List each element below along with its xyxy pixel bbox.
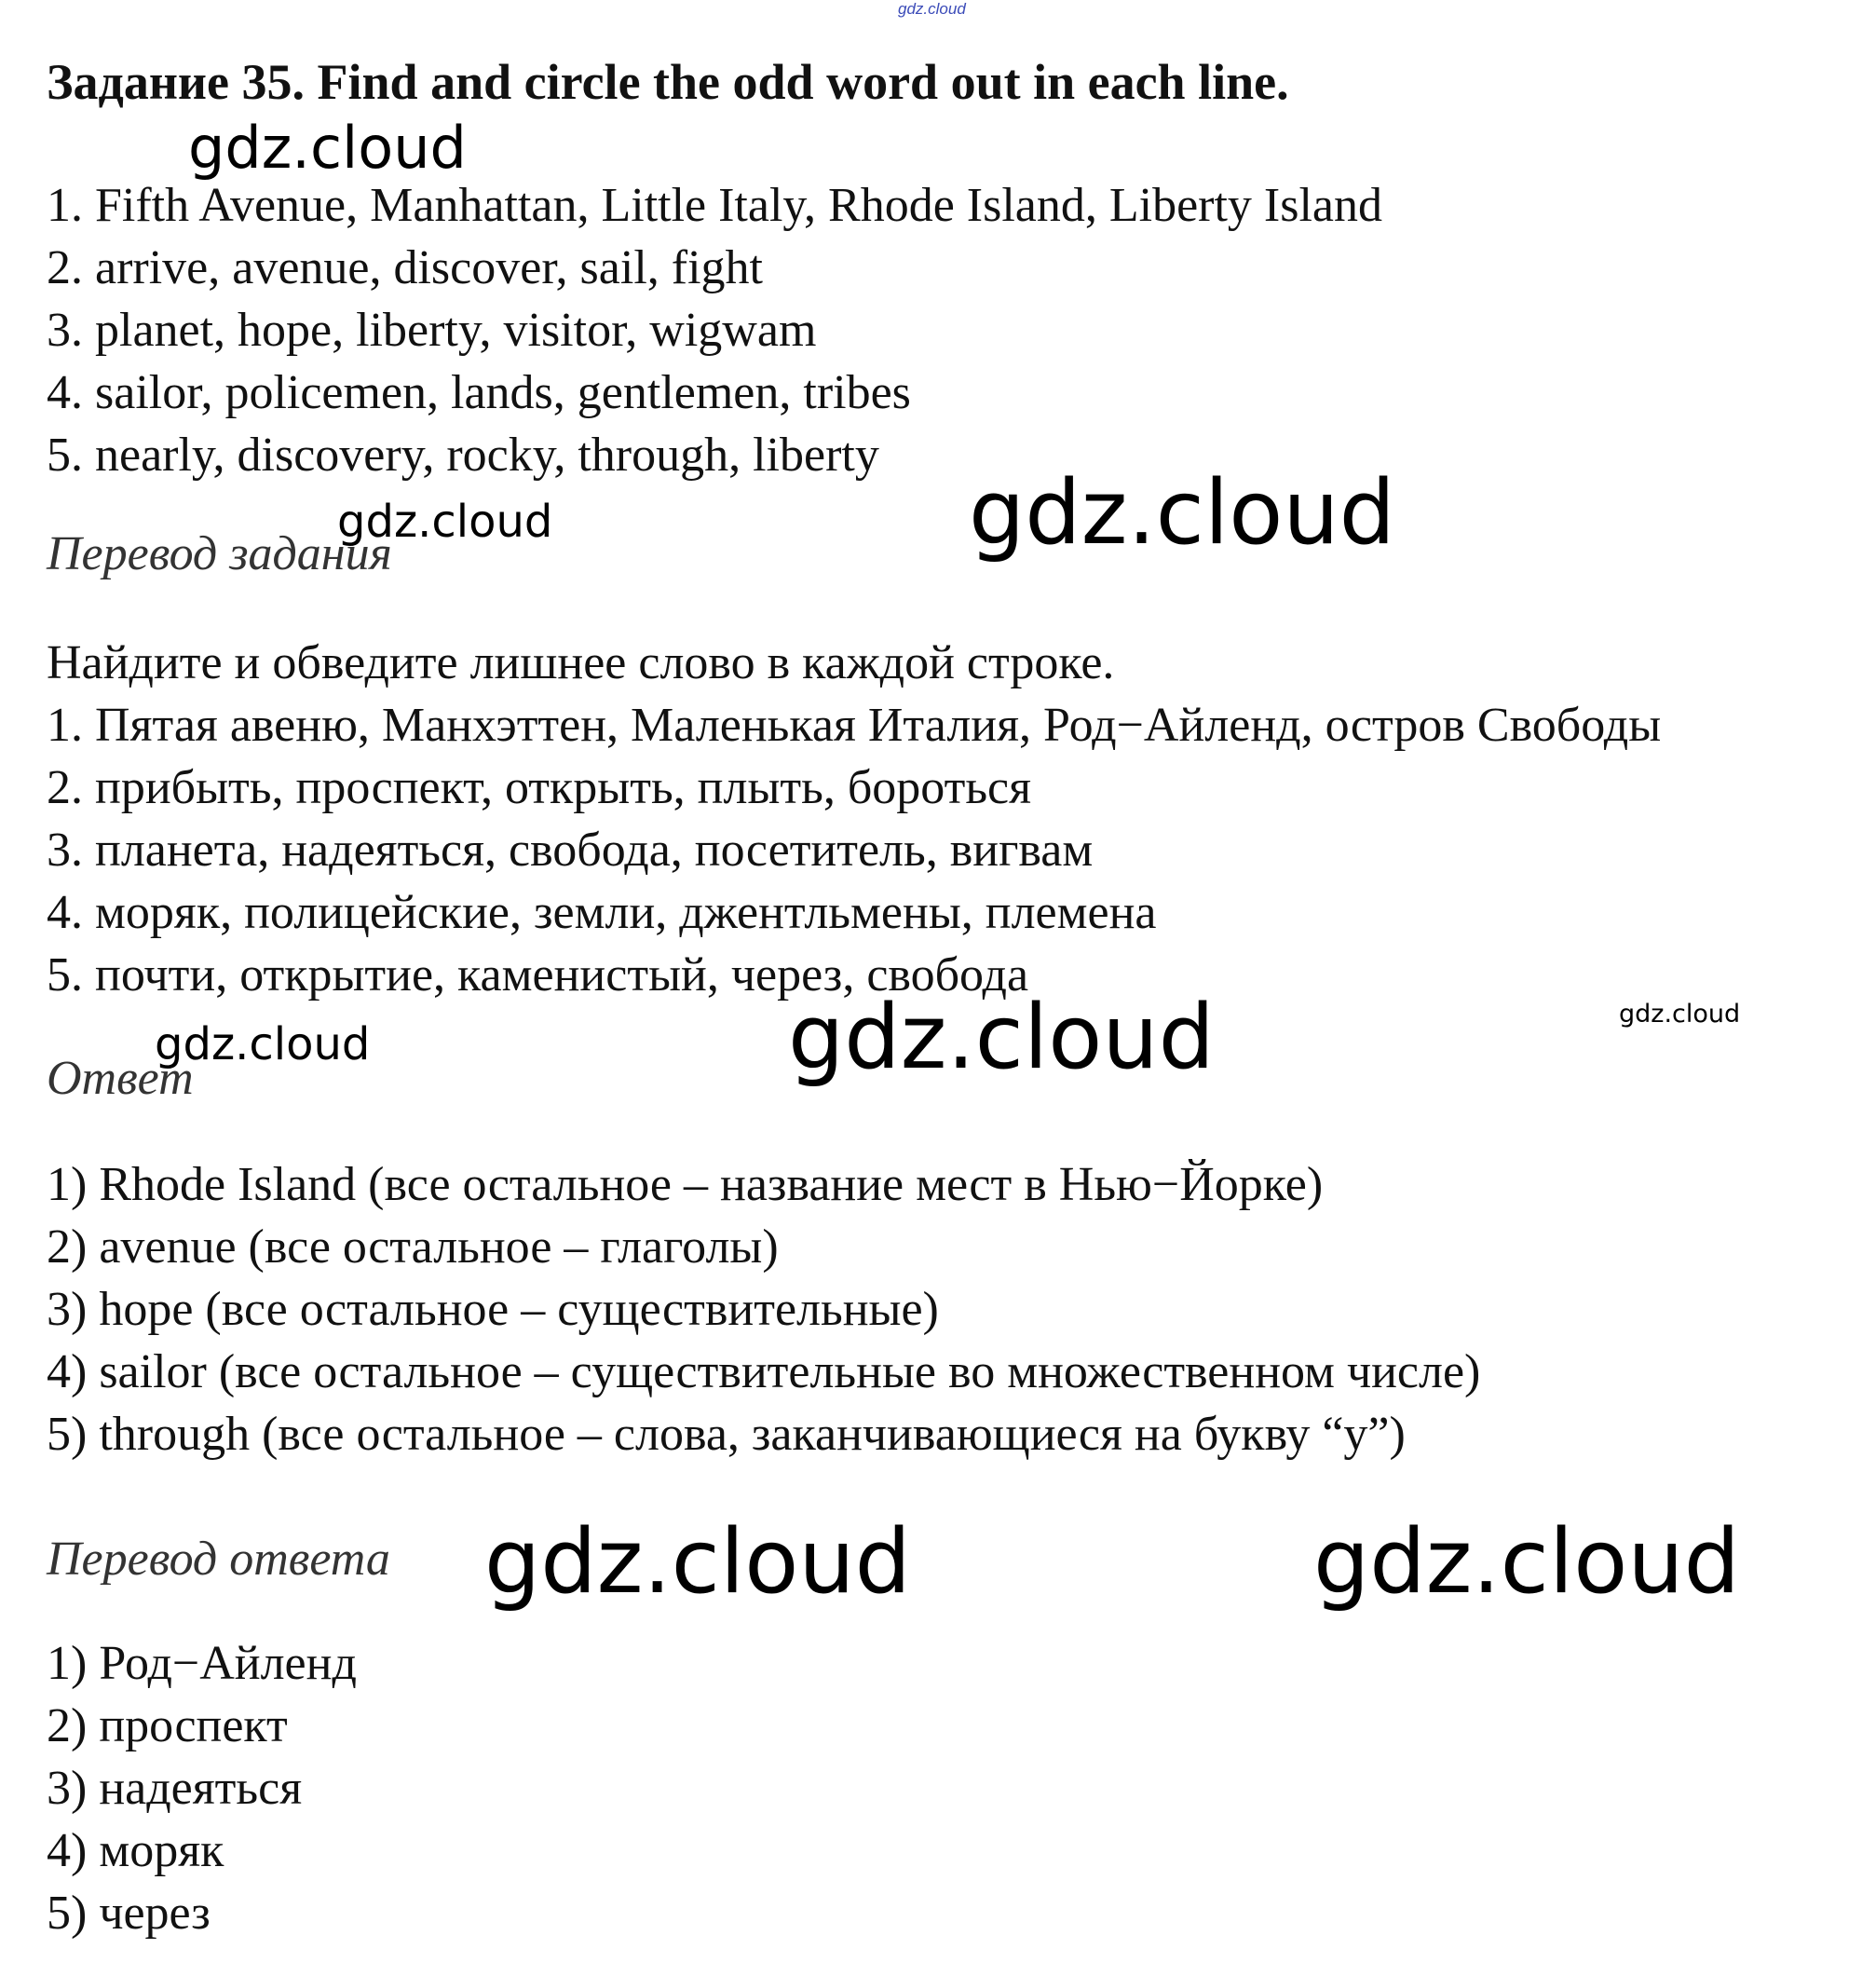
task-line-2: 2. arrive, avenue, discover, sail, fight [47,241,763,294]
task-line-5: 5. nearly, discovery, rocky, through, liberty [47,429,879,482]
watermark: gdz.cloud [969,462,1395,565]
answer-translation-line-5: 5) через [47,1887,211,1940]
task-title: Задание 35. Find and circle the odd word out in each line. [47,54,1289,110]
watermark: gdz.cloud [337,496,553,548]
watermark: gdz.cloud [788,987,1215,1089]
answer-translation-line-1: 1) Род−Айленд [47,1637,357,1690]
watermark: gdz.cloud [1619,1000,1741,1029]
task-translation-line-5: 5. почти, открытие, каменистый, через, свобода [47,948,1029,1002]
answer-line-2: 2) avenue (все остальное – глаголы) [47,1220,779,1274]
task-word-lines [47,174,1382,486]
watermark: gdz.cloud [188,114,467,182]
task-line-4: 4. sailor, policemen, lands, gentlemen, tribes [47,366,911,419]
task-translation-line-4: 4. моряк, полицейские, земли, джентльмены, племена [47,886,1157,939]
answer-translation-lines [47,1632,357,1944]
answer-line-3: 3) hope (все остальное – существительные) [47,1283,939,1336]
task-line-1: 1. Fifth Avenue, Manhattan, Little Italy, Rhode Island, Liberty Island [47,179,1383,232]
task-translation-line-2: 2. прибыть, проспект, открыть, плыть, бороться [47,761,1032,814]
header-watermark: gdz.cloud [898,0,966,18]
task-translation-line-1: 1. Пятая авеню, Манхэттен, Маленькая Италия, Род−Айленд, остров Свободы [47,699,1662,752]
task-translation-lines [47,694,1661,1006]
task-translation-line-3: 3. планета, надеяться, свобода, посетитель, вигвам [47,824,1094,877]
watermark: gdz.cloud [484,1511,911,1614]
answer-line-1: 1) Rhode Island (все остальное – название мест в Нью−Йорке) [47,1158,1324,1211]
answer-translation-heading: Перевод ответа [47,1533,390,1586]
answer-lines [47,1153,1480,1465]
answer-heading: Ответ [47,1052,194,1105]
task-translation-instruction: Найдите и обведите лишнее слово в каждой строке. [47,636,1115,689]
task-translation-heading: Перевод задания [47,527,392,580]
answer-translation-line-3: 3) надеяться [47,1762,303,1815]
answer-line-4: 4) sailor (все остальное – существительные во множественном числе) [47,1345,1481,1398]
answer-line-5: 5) through (все остальное – слова, заканчивающиеся на букву “y”) [47,1408,1406,1461]
watermark: gdz.cloud [1313,1511,1740,1614]
answer-translation-line-2: 2) проспект [47,1699,288,1752]
watermark: gdz.cloud [155,1018,371,1070]
answer-translation-line-4: 4) моряк [47,1824,224,1877]
task-line-3: 3. planet, hope, liberty, visitor, wigwam [47,304,817,357]
